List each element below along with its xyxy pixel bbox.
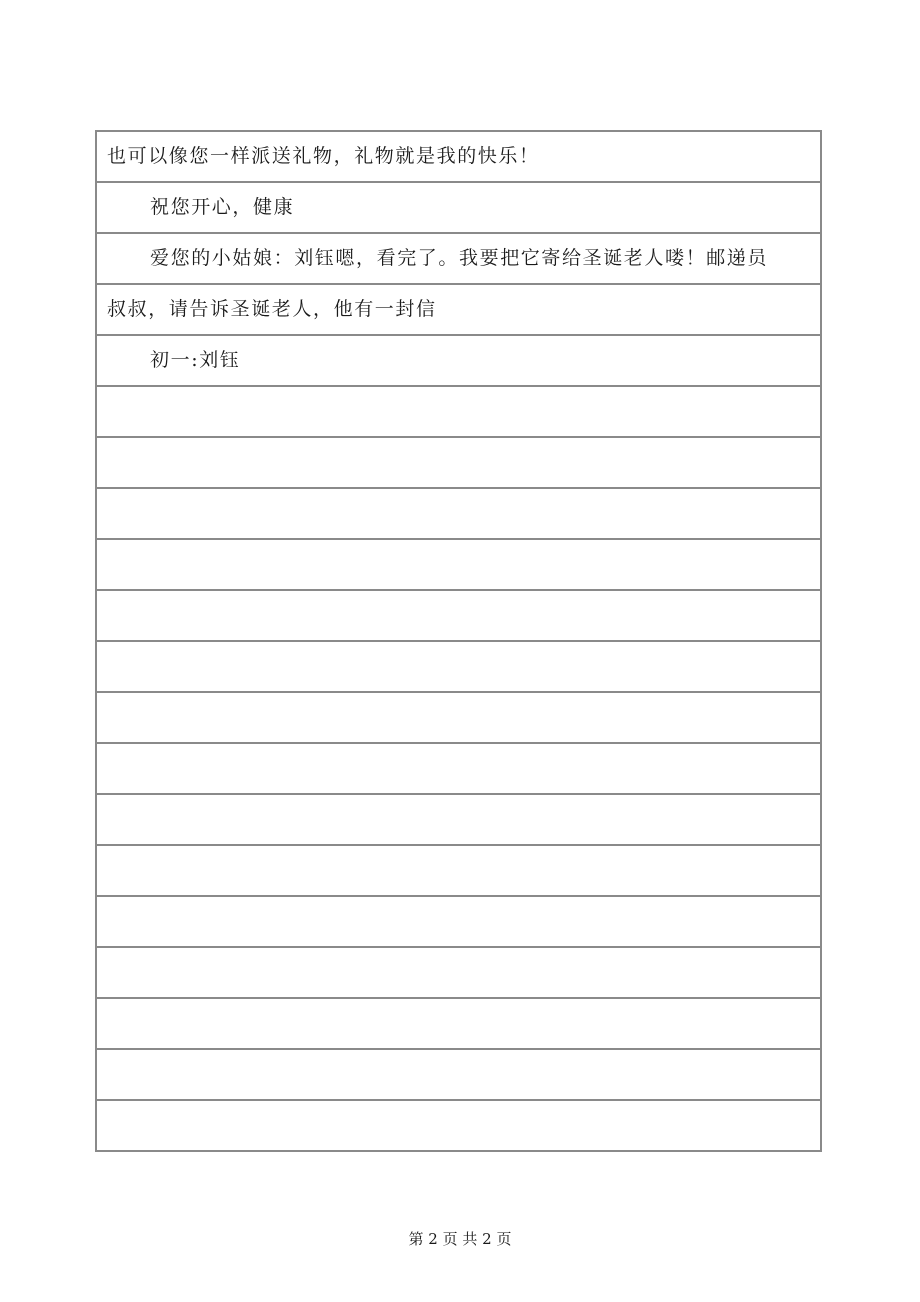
- empty-ruled-line: [97, 846, 820, 897]
- ruled-letter-sheet: [95, 130, 822, 1152]
- empty-ruled-line: [97, 948, 820, 999]
- ruled-line-3: [97, 234, 820, 285]
- empty-ruled-line: [97, 795, 820, 846]
- empty-ruled-line: [97, 693, 820, 744]
- page-number-label: 第 2 页 共 2 页: [408, 1230, 512, 1248]
- empty-ruled-line: [97, 744, 820, 795]
- empty-ruled-line: [97, 540, 820, 591]
- ruled-line-2: [97, 183, 820, 234]
- letter-line-4: 叔叔，请告诉圣诞老人，他有一封信: [107, 298, 437, 320]
- letter-line-3: 爱您的小姑娘：刘钰嗯，看完了。我要把它寄给圣诞老人喽！邮递员: [150, 247, 769, 269]
- empty-ruled-line: [97, 1101, 820, 1152]
- ruled-line-5: [97, 336, 820, 387]
- empty-ruled-line: [97, 897, 820, 948]
- letter-line-5: 初一:刘钰: [150, 349, 241, 371]
- letter-line-2: 祝您开心，健康: [150, 196, 295, 218]
- ruled-line-1: [97, 132, 820, 183]
- empty-ruled-line: [97, 642, 820, 693]
- empty-ruled-line: [97, 999, 820, 1050]
- empty-ruled-line: [97, 387, 820, 438]
- empty-ruled-line: [97, 1050, 820, 1101]
- empty-ruled-line: [97, 591, 820, 642]
- letter-line-1: 也可以像您一样派送礼物，礼物就是我的快乐！: [107, 145, 540, 167]
- empty-ruled-line: [97, 489, 820, 540]
- page-footer: [0, 1229, 920, 1249]
- empty-ruled-line: [97, 438, 820, 489]
- ruled-line-4: [97, 285, 820, 336]
